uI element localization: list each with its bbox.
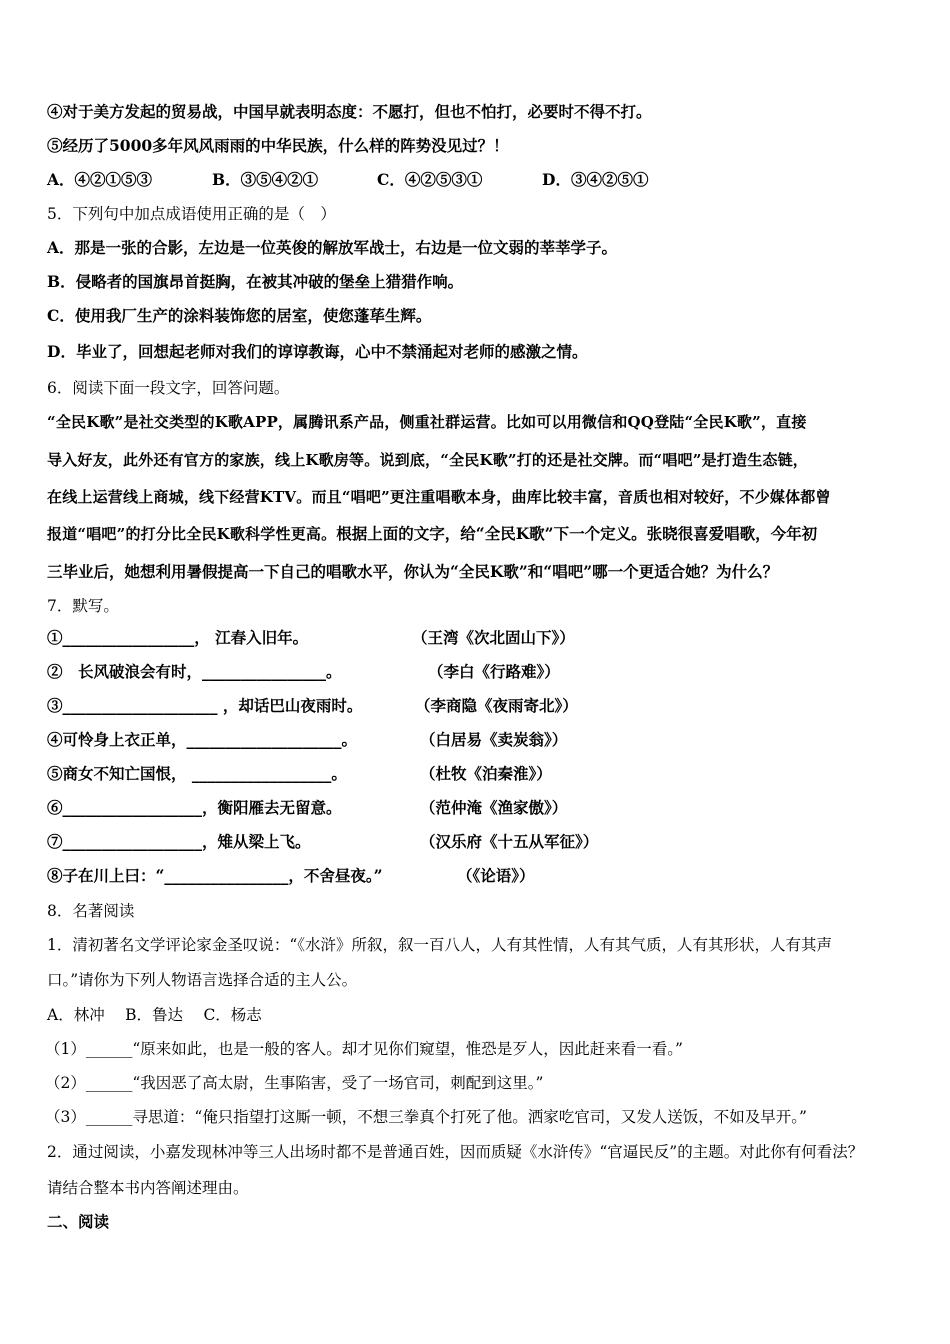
q8-stem: 8．名著阅读 bbox=[47, 902, 135, 920]
q8-sub1-line: 1．清初著名文学评论家金圣叹说：“《水浒》所叙，叙一百八人，人有其性情，人有其气质，人有其形状，人有其声 bbox=[47, 936, 833, 954]
q8-quote-2: （2）______“我因恶了高太尉，生事陷害，受了一场官司，刺配到这里。” bbox=[45, 1074, 544, 1092]
q4-option-d: D．③④②⑤① bbox=[542, 170, 649, 189]
q7-source-2: （李白《行路难》） bbox=[428, 662, 560, 681]
q8-quote-1: （1）______“原来如此，也是一般的客人。却才见你们窥望，惟恐是歹人，因此赶来看一看。” bbox=[45, 1040, 683, 1058]
q7-line-1: ①_________________， 江春入旧年。 bbox=[47, 628, 309, 647]
q5-option-d: D．毕业了，回想起老师对我们的谆谆教诲，心中不禁涌起对老师的感激之情。 bbox=[47, 342, 588, 361]
q7-line-4: ④可怜身上衣正单，____________________。 bbox=[47, 730, 358, 749]
q8-sub1-line: 口。”请你为下列人物语言选择合适的主人公。 bbox=[47, 971, 358, 989]
q4-option-a: A．④②①⑤③ bbox=[47, 170, 153, 189]
q6-question-b: 三毕业后，她想利用暑假提高一下自己的唱歌水平，你认为“全民K歌”和“唱吧”哪一个更适合她？为什么？ bbox=[47, 562, 779, 581]
q6-passage-end: 报道“唱吧”的打分比全民K歌科学性更高。 bbox=[47, 525, 337, 543]
q7-source-6: （范仲淹《渔家傲》） bbox=[420, 798, 568, 817]
q7-source-7: （汉乐府《十五从军征》） bbox=[420, 832, 599, 851]
q7-line-2: ② 长风破浪会有时，________________。 bbox=[47, 662, 342, 681]
q4-item-4: ④对于美方发起的贸易战，中国早就表明态度：不愿打，但也不怕打，必要时不得不打。 bbox=[47, 102, 652, 121]
q6-passage-line: 导入好友，此外还有官方的家族，线上K歌房等。说到底，“全民K歌”打的还是社交牌。而“唱吧”是打造生态链， bbox=[47, 451, 808, 469]
q7-stem: 7．默写。 bbox=[47, 597, 119, 615]
q7-line-5: ⑤商女不知亡国恨， __________________。 bbox=[47, 764, 347, 783]
q7-source-5: （杜牧《泊秦淮》） bbox=[420, 764, 552, 783]
q8-quote-3: （3）______寻思道：“俺只指望打这厮一顿，不想三拳真个打死了他。洒家吃官司，又发人送饭，不如及早开。” bbox=[45, 1108, 807, 1126]
q5-stem: 5．下列句中加点成语使用正确的是（ ） bbox=[47, 205, 336, 223]
q6-stem: 6．阅读下面一段文字，回答问题。 bbox=[47, 379, 290, 397]
q4-option-b: B．③⑤④②① bbox=[212, 170, 319, 189]
q5-option-c: C．使用我厂生产的涂料装饰您的居室，使您蓬荜生辉。 bbox=[47, 306, 432, 325]
q6-passage-line: 在线上运营线上商城，线下经营KTV。而且“唱吧”更注重唱歌本身，曲库比较丰富，音质也相对较好，不少媒体都曾 bbox=[47, 488, 831, 506]
q5-option-a: A．那是一张的合影，左边是一位英俊的解放军战士，右边是一位文弱的莘莘学子。 bbox=[47, 238, 618, 257]
q8-choices: A．林冲 B．鲁达 C．杨志 bbox=[47, 1006, 262, 1024]
q7-source-3: （李商隐《夜雨寄北》） bbox=[415, 696, 578, 715]
q7-line-7: ⑦__________________，雉从梁上飞。 bbox=[47, 832, 311, 851]
q8-sub2-line: 请结合整本书内答阐述理由。 bbox=[47, 1179, 249, 1197]
q4-option-c: C．④②⑤③① bbox=[377, 170, 483, 189]
q6-passage-line: “全民K歌”是社交类型的K歌APP，属腾讯系产品，侧重社群运营。比如可以用微信和QQ登陆“全民K歌”，直接 bbox=[47, 413, 807, 431]
q7-line-3: ③____________________ ，却话巴山夜雨时。 bbox=[47, 696, 363, 715]
q7-line-6: ⑥__________________，衡阳雁去无留意。 bbox=[47, 798, 342, 817]
q7-source-8: （《论语》） bbox=[457, 866, 535, 885]
q5-option-b: B．侵略者的国旗昂首挺胸，在被其冲破的堡垒上猎猎作响。 bbox=[47, 272, 464, 291]
section-heading: 二、阅读 bbox=[47, 1212, 110, 1231]
q4-options bbox=[47, 170, 707, 190]
q7-source-4: （白居易《卖炭翁》） bbox=[420, 730, 568, 749]
q7-line-8: ⑧子在川上曰：“________________，不舍昼夜。” bbox=[47, 866, 383, 885]
q6-passage-last bbox=[47, 524, 817, 544]
q8-sub2-line: 2．通过阅读，小嘉发现林冲等三人出场时都不是普通百姓，因而质疑《水浒传》“官逼民反”的主题。对此你有何看法？ bbox=[47, 1143, 864, 1161]
q7-source-1: （王湾《次北固山下》） bbox=[412, 628, 575, 647]
q6-question-a: 根据上面的文字，给“全民K歌”下一个定义。张晓很喜爱唱歌，今年初 bbox=[336, 524, 818, 543]
q4-item-5: ⑤经历了5000多年风风雨雨的中华民族，什么样的阵势没见过？！ bbox=[47, 136, 509, 155]
